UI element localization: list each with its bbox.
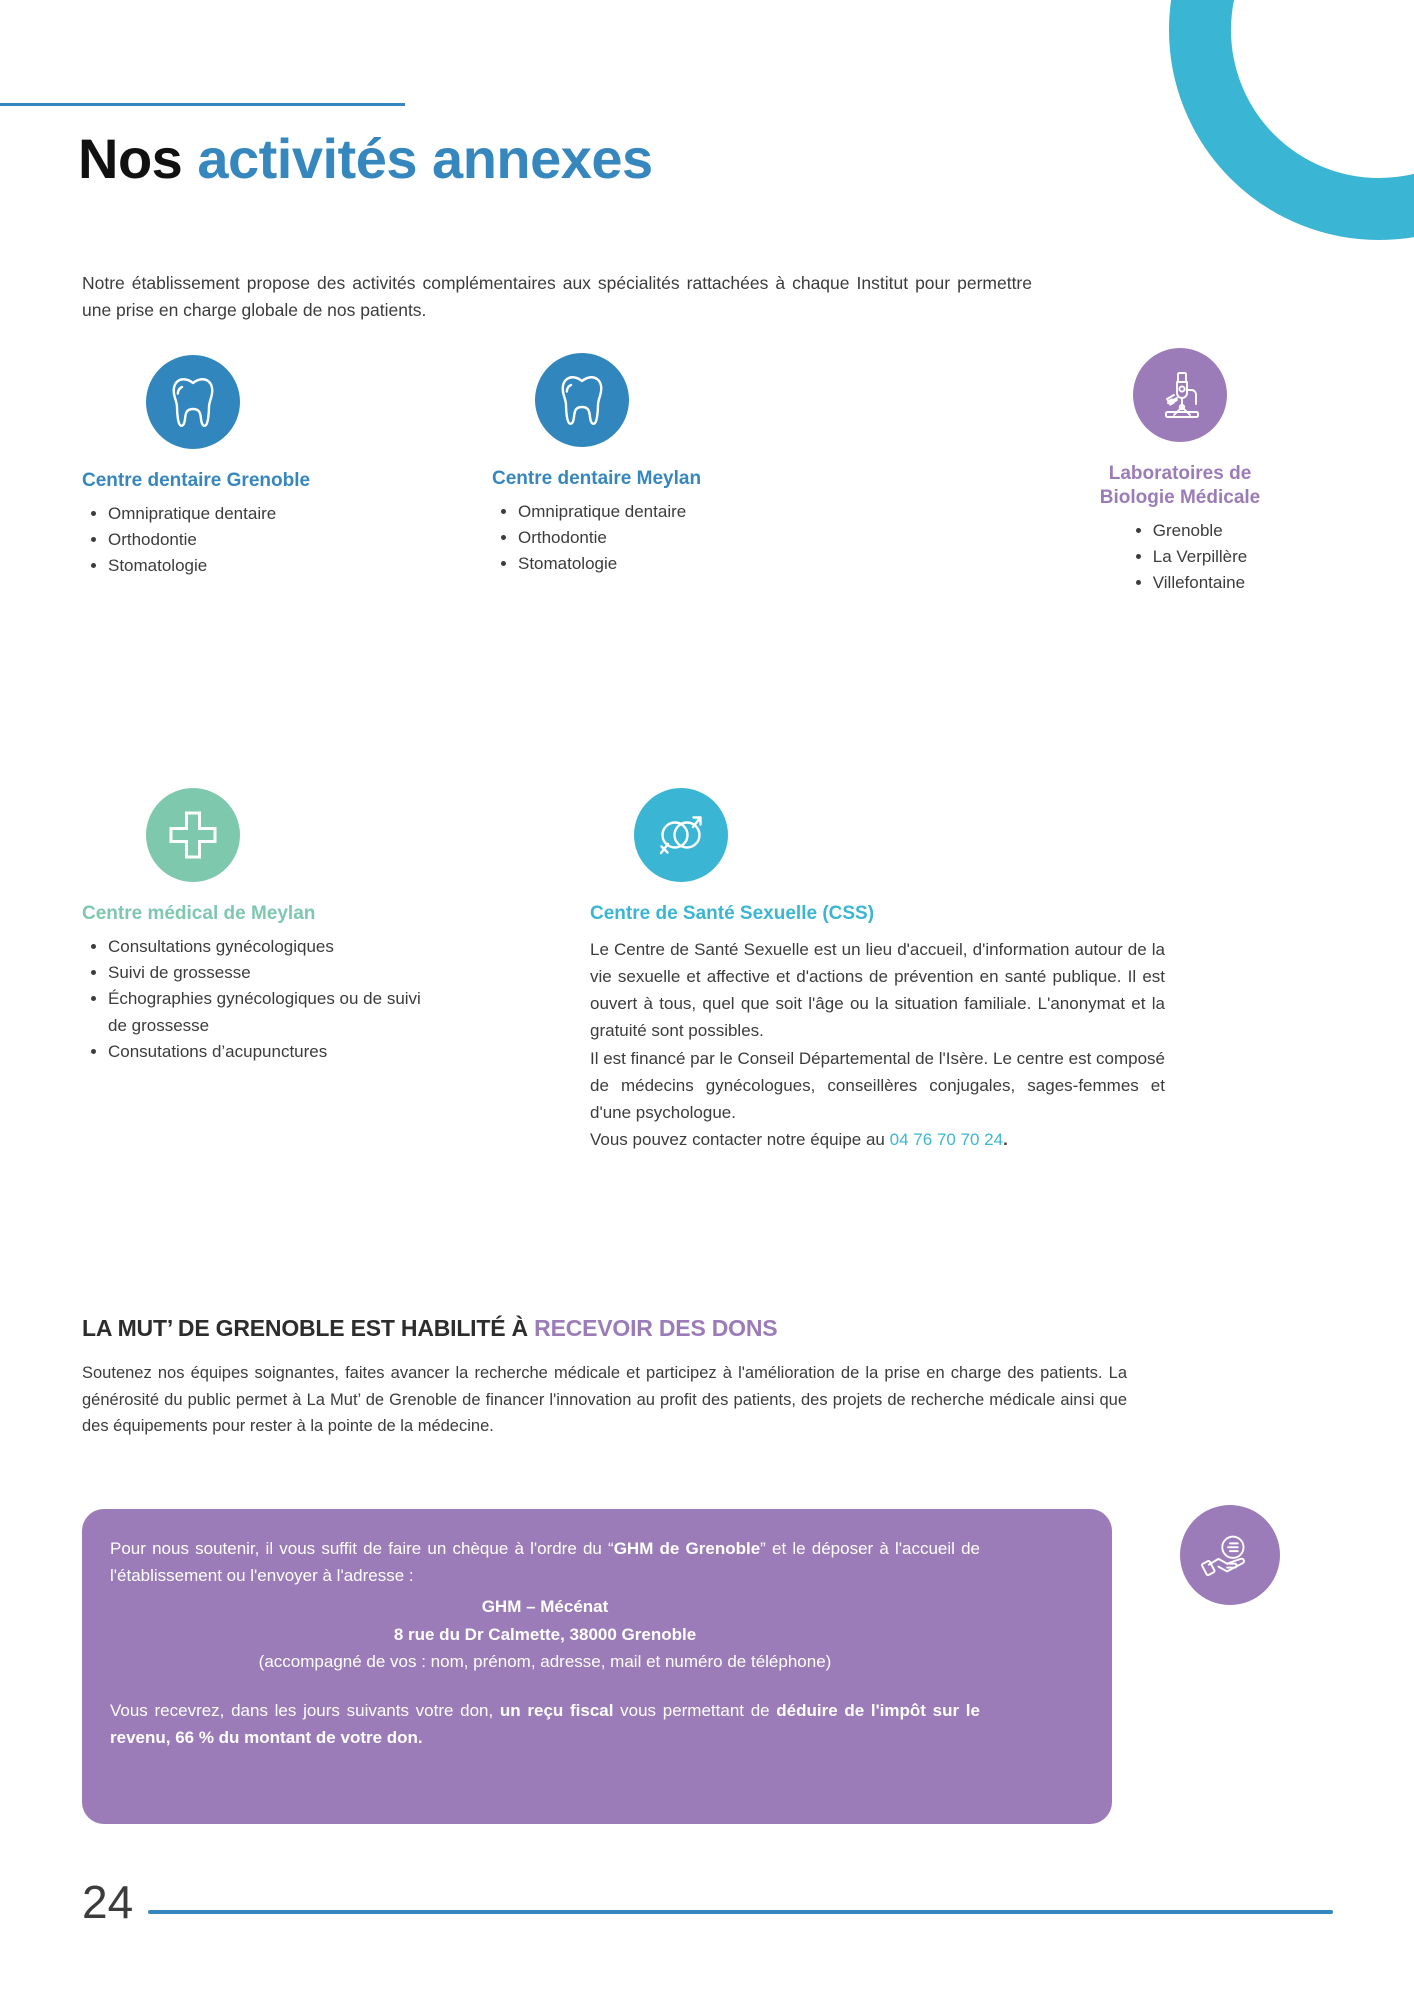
css-phone-number[interactable]: 04 76 70 70 24 [889,1130,1004,1150]
service-centre-sante-sexuelle [590,788,1190,1153]
service-title: Centre médical de Meylan [82,903,316,924]
service-title: Centre de Santé Sexuelle (CSS) [590,903,875,924]
list-item: • Consutations d’acupunctures [108,1039,438,1065]
page-title-dark: Nos [78,127,198,190]
list-item: • Consultations gynécologiques [108,934,438,960]
service-list [492,499,872,578]
medical-cross-icon [146,788,240,882]
css-contact-prefix: Vous pouvez contacter notre équipe au [590,1130,890,1150]
css-paragraph-1: Le Centre de Santé Sexuelle est un lieu d'accueil, d'information autour de la vie sexuelle et affective et d'actions de prévention en santé publique. Il est ouvert à tous, quel que soit l'âge ou la situation familiale. L'anonymat et la gratuité sont possibles. [590,939,1165,1041]
service-centre-dentaire-grenoble [82,355,482,580]
donations-heading-accent: RECEVOIR DES DONS [534,1315,778,1341]
donations-heading [82,1315,777,1342]
donation-address-line1: GHM – Mécénat [481,1597,609,1617]
donation-line2-a: Vous recevrez, dans les jours suivants votre don, [110,1700,500,1720]
donation-box-text [110,1535,980,1751]
service-centre-dentaire-meylan [472,353,872,578]
service-list [1127,518,1248,597]
donation-line1-c: ” et le déposer à l'accueil de l'établissement ou l'envoyer à l'adresse : [110,1539,980,1586]
donation-line2-c: vous permettant de [613,1700,777,1720]
service-title [1020,462,1340,510]
list-item: • Omnipratique dentaire [108,501,482,527]
list-item: • Grenoble [1153,518,1248,544]
donation-address-line2: 8 rue du Dr Calmette, 38000 Grenoble [393,1624,697,1644]
list-item: • Suivi de grossesse [108,960,438,986]
list-item: • Villefontaine [1153,570,1248,596]
spacer [110,1675,980,1697]
hand-coin-icon [1180,1505,1280,1605]
list-item: • Orthodontie [108,527,482,553]
page-number: 24 [82,1876,134,1928]
service-centre-medical-meylan [82,788,502,1065]
css-contact-suffix: . [1003,1130,1008,1150]
donations-heading-dark: LA MUT’ DE GRENOBLE EST HABILITÉ À [82,1315,535,1341]
service-title-line1: Laboratoires de [1108,463,1252,484]
donation-line2-bold2: déduire de l'impôt sur le revenu, 66 % du montant de votre don. [110,1700,980,1748]
donation-address-note: (accompagné de vos : nom, prénom, adresse, mail et numéro de téléphone) [258,1651,832,1671]
header-rule [0,103,405,106]
list-item: • La Verpillère [1153,544,1248,570]
gender-symbols-icon [634,788,728,882]
service-list [82,934,438,1066]
intro-paragraph: Notre établissement propose des activités complémentaires aux spécialités rattachées à chaque Institut pour permettre une prise en charge globale de nos patients. [82,273,1032,321]
donation-line1-bold: GHM de Grenoble [613,1539,761,1558]
list-item: • Stomatologie [108,553,482,579]
tooth-icon [146,355,240,449]
list-item: • Stomatologie [518,551,872,577]
page-title [78,126,653,191]
donation-line1-a: Pour nous soutenir, il vous suffit de faire un chèque à l'ordre du “ [110,1539,614,1558]
donation-line2-bold: un reçu fiscal [499,1700,614,1720]
service-title: Centre dentaire Grenoble [82,470,311,491]
donations-paragraph: Soutenez nos équipes soignantes, faites avancer la recherche médicale et participez à l'amélioration de la prise en charge des patients. La générosité du public permet à La Mut’ de Grenoble de financer l'innovation au profit des patients, des projets de recherche médicale ainsi que des équipements pour rester à la pointe de la médecine. [82,1364,1127,1436]
decorative-arc [1169,0,1414,240]
page-title-accent: activités annexes [197,127,653,190]
microscope-icon [1133,348,1227,442]
list-item: • Échographies gynécologiques ou de suivi de grossesse [108,986,438,1039]
donation-box-line1 [110,1535,980,1589]
service-title-line2: Biologie Médicale [1099,486,1261,508]
service-list [82,501,482,580]
tooth-icon [535,353,629,447]
service-title: Centre dentaire Meylan [492,468,702,489]
donation-box-line2 [110,1697,980,1751]
css-paragraph-2: Il est financé par le Conseil Départemental de l'Isère. Le centre est composé de médecins gynécologues, conseillères conjugales, sages-femmes et d'une psychologue. [590,1048,1165,1122]
css-description [590,936,1165,1154]
service-laboratoires-biologie-medicale [1020,348,1340,597]
list-item: • Orthodontie [518,525,872,551]
css-paragraph-3 [590,1126,1165,1153]
list-item: • Omnipratique dentaire [518,499,872,525]
footer-rule [148,1910,1333,1914]
